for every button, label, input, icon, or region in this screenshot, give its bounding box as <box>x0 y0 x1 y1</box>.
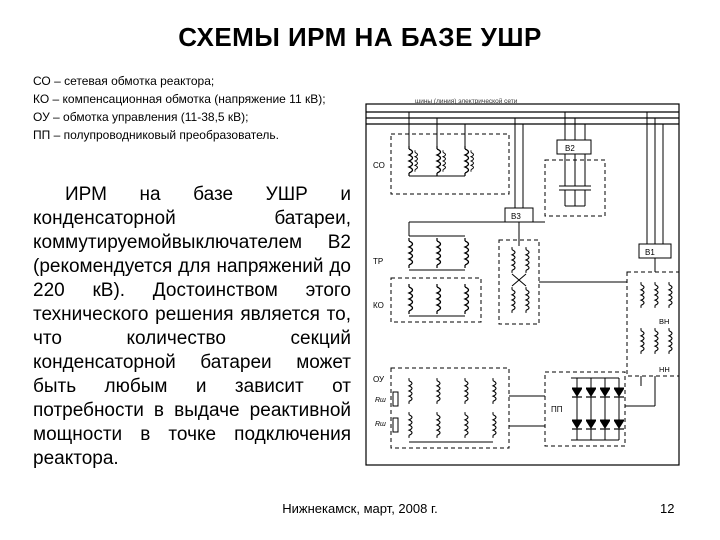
ou-coils <box>393 378 545 442</box>
circuit-diagram <box>365 96 685 471</box>
label-rsh-2: Rш <box>375 421 386 428</box>
slide-title: СХЕМЫ ИРМ НА БАЗЕ УШР <box>178 22 542 52</box>
legend-item-ko: КО – компенсационная обмотка (напряжение 11 кВ); <box>33 92 326 106</box>
label-b3: В3 <box>511 212 521 221</box>
legend-item-pp: ПП – полупроводниковый преобразователь. <box>33 128 279 142</box>
legend-item-ou: ОУ – обмотка управления (11-38,5 кВ); <box>33 110 249 124</box>
bus-bars <box>366 112 679 124</box>
label-co: СО <box>373 161 385 170</box>
converter-thyristors <box>571 378 655 440</box>
label-rsh-1: Rш <box>375 397 386 404</box>
circuit-diagram-svg <box>365 96 685 466</box>
co-coils <box>409 112 474 176</box>
legend-item-co: СО – сетевая обмотка реактора; <box>33 74 215 88</box>
label-b1: В1 <box>645 248 655 257</box>
capacitor-bank-wiring <box>559 154 591 206</box>
bus-label: шины (линия) электрической сети <box>415 98 518 105</box>
tr-ko-coils <box>391 222 627 324</box>
b1-switch <box>639 112 671 272</box>
label-nn: НН <box>659 365 670 374</box>
label-b2: В2 <box>565 144 575 153</box>
footer-text: Нижнекамск, март, 2008 г. <box>282 501 438 516</box>
page-number: 12 <box>660 501 675 516</box>
label-ou: ОУ <box>373 375 385 384</box>
transformer-section <box>627 272 679 376</box>
legend <box>33 72 355 144</box>
body-paragraph: ИРМ на базе УШР и конденсаторной батареи, коммутируемойвыключателем В2 (рекомендуется для напряжений до 220 кВ). Достоинством этого технического решения является то, что количество секций конденсаторной батареи может быть любым и зависит от потребности в выдаче реактивной мощности в точке подключения реактора. <box>33 184 351 469</box>
label-pp: ПП <box>551 405 563 414</box>
label-ko: КО <box>373 301 384 310</box>
label-vn: ВН <box>659 317 670 326</box>
label-tr: ТР <box>373 257 384 266</box>
